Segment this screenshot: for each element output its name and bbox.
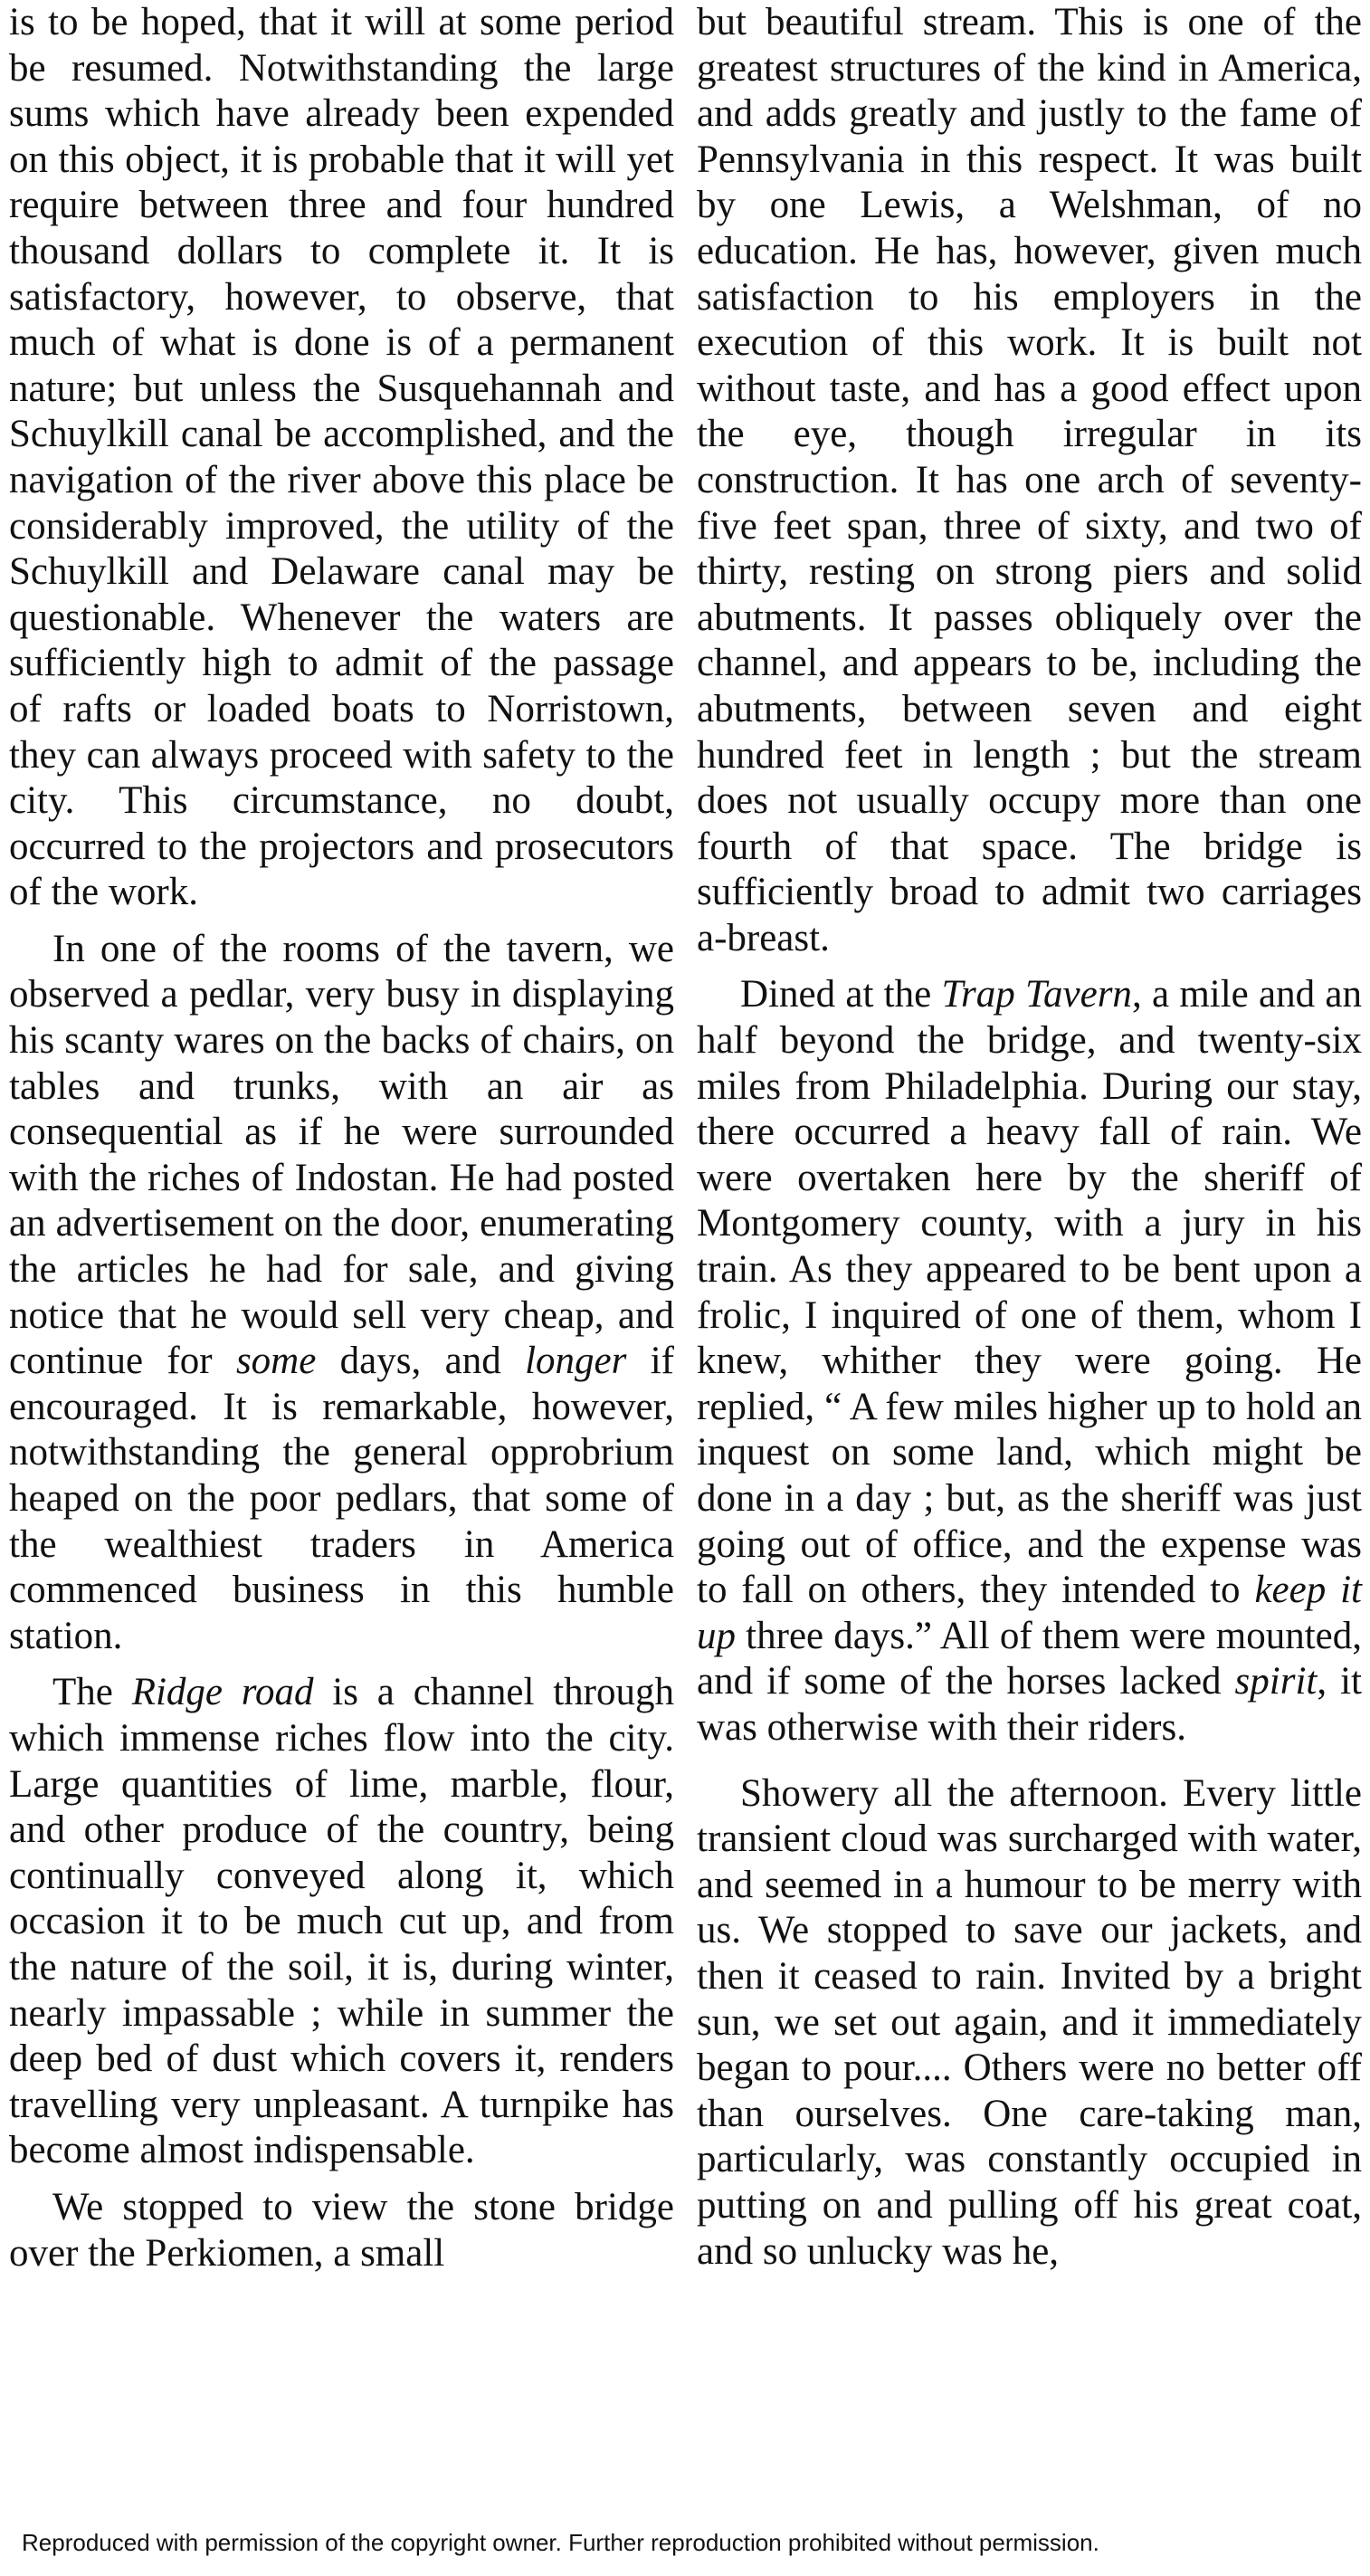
copyright-notice: Reproduced with permission of the copyright owner. Further reproduction prohibited without permission.	[22, 2529, 1099, 2556]
italic-text: keep it up	[697, 1569, 1363, 1657]
italic-text: some	[235, 1340, 317, 1383]
paragraph-text: The	[52, 1671, 132, 1714]
paragraph-text: is a channel through which immense riches flow into the city. Large quantities of lime, marble, flour, and other produce of the country, being continually conveyed along it, which occasion it to be much cut up, and from the nature of the soil, it is, during winter, nearly impassable ; while in summer the deep bed of dust which covers it, renders travelling very unpleasant. A turnpike has become almost indispensable.	[9, 1671, 674, 2172]
paragraph	[697, 1771, 1362, 2275]
paragraph	[697, 0, 1362, 961]
paragraph-text: We stopped to view the stone bridge over the Perkiomen, a small	[9, 2185, 674, 2275]
italic-text: Trap Tavern	[941, 973, 1132, 1016]
paragraph	[697, 972, 1362, 1751]
paragraph	[9, 1670, 674, 2174]
paragraph-text: three days.” All of them were mounted, and if some of the horses lacked	[697, 1614, 1362, 1703]
italic-text: Ridge road	[131, 1671, 314, 1714]
paragraph-text: Dined at the	[740, 973, 942, 1016]
paragraph-text: In one of the rooms of the tavern, we observed a pedlar, very busy in displaying his scanty wares on the backs of chairs, on tables and trunks, with an air as consequential as if he were surrounded with the riches of Indostan. He had posted an advertisement on the door, enumerating the articles he had for sale, and giving notice that he would sell very cheap, and continue for	[9, 927, 674, 1383]
paragraph-text: is to be hoped, that it will at some period be resumed. Notwithstanding the large sums which have already been expended on this object, it is probable that it will yet require between three and four hundred thousand dollars to complete it. It is satisfactory, however, to observe, that much of what is done is of a permanent nature; but unless the Susquehannah and Schuylkill canal be accomplished, and the navigation of the river above this place be considerably improved, the utility of the Schuylkill and Delaware canal may be questionable. Whenever the waters are sufficiently high to admit of the passage of rafts or loaded boats to Norristown, they can always proceed with safety to the city. This circumstance, no doubt, occurred to the projectors and prosecutors of the work.	[9, 1, 674, 914]
paragraph	[9, 0, 674, 916]
left-column	[9, 0, 674, 2276]
right-column	[697, 0, 1362, 2275]
paragraph-text: , it was otherwise with their riders.	[697, 1660, 1362, 1749]
paragraph-text: Showery all the afternoon. Every little transient cloud was surcharged with water, and seemed in a humour to be merry with us. We stopped to save our jackets, and then it ceased to rain. Invited by a bright sun, we set out again, and it immediately began to pour.... Others were no better off than ourselves. One care-taking man, particularly, was constantly occupied in putting on and pulling off his great coat, and so unlucky was he,	[697, 1771, 1362, 2273]
italic-text: spirit	[1234, 1660, 1318, 1703]
paragraph	[9, 927, 674, 1660]
italic-text: longer	[525, 1340, 627, 1383]
paragraph	[9, 2185, 674, 2276]
paragraph-text: , a mile and an half beyond the bridge, and twenty-six miles from Philadelphia. During our stay, there occurred a heavy fall of rain. We were overtaken here by the sheriff of Montgomery county, with a jury in his train. As they appeared to be bent upon a frolic, I inquired of one of them, whom I knew, whither they were going. He replied, “ A few miles higher up to hold an inquest on some land, which might be done in a day ; but, as the sheriff was just going out of office, and the expense was to fall on others, they intended to	[697, 973, 1362, 1612]
paragraph-text: days, and	[316, 1340, 526, 1383]
paragraph-text: if encouraged. It is remarkable, however, notwithstanding the general opprobrium heaped on the poor pedlars, that some of the wealthiest traders in America commenced business in this humble station.	[9, 1340, 674, 1657]
paragraph-text: but beautiful stream. This is one of the greatest structures of the kind in America, and adds greatly and justly to the fame of Pennsylvania in this respect. It was built by one Lewis, a Welshman, of no education. He has, however, given much satisfaction to his employers in the execution of this work. It is built not without taste, and has a good effect upon the eye, though irregular in its construction. It has one arch of seventy-five feet span, three of sixty, and two of thirty, resting on strong piers and solid abutments. It passes obliquely over the channel, and appears to be, including the abutments, between seven and eight hundred feet in length ; but the stream does not usually occupy more than one fourth of that space. The bridge is sufficiently broad to admit two carriages a-breast.	[697, 1, 1362, 959]
